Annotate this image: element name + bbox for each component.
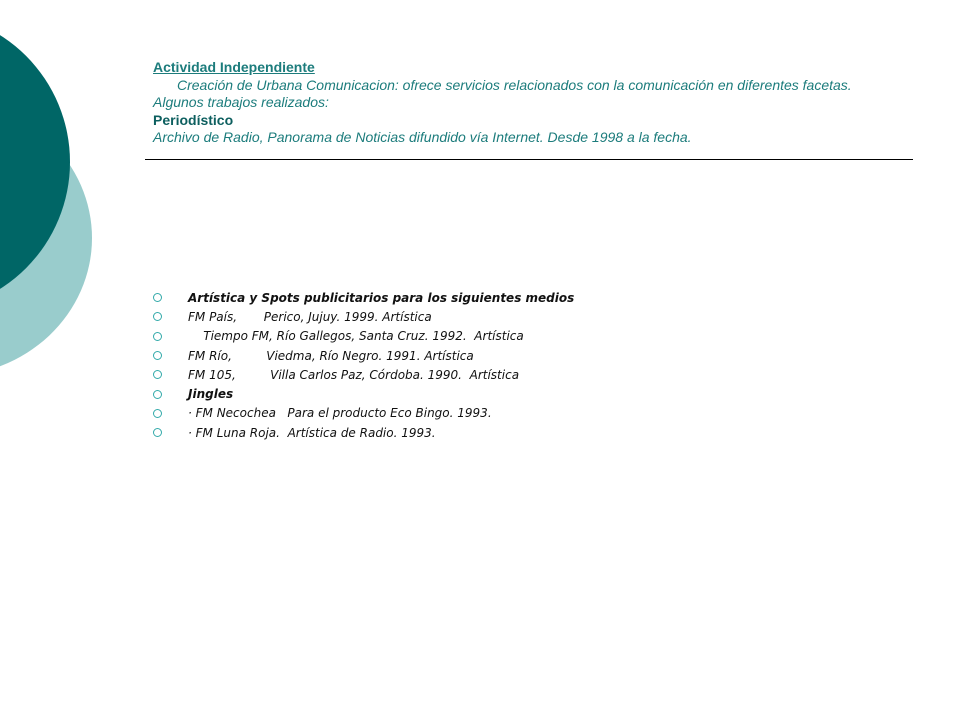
header-block: [153, 59, 913, 147]
circle-bullet-icon: [153, 409, 162, 418]
works-list: [153, 288, 574, 442]
list-item-text: FM 105, Villa Carlos Paz, Córdoba. 1990. Artística: [188, 367, 520, 382]
list-item: [153, 346, 574, 365]
works-intro: Algunos trabajos realizados:: [153, 94, 329, 110]
circle-bullet-icon: [153, 390, 162, 399]
list-item: [153, 423, 574, 442]
list-item: [153, 307, 574, 326]
actividad-independiente-link[interactable]: Actividad Independiente: [153, 59, 315, 75]
list-item: [153, 384, 574, 403]
list-item-text: Jingles: [188, 387, 234, 402]
section-title: Periodístico: [153, 111, 234, 128]
circle-bullet-icon: [153, 351, 162, 360]
company-description: Creación de Urbana Comunicacion: ofrece servicios relacionados con la comunicación en diferentes facetas.: [177, 76, 852, 93]
circle-bullet-icon: [153, 370, 162, 379]
circle-bullet-icon: [153, 332, 162, 341]
list-item-text: Artística y Spots publicitarios para los siguientes medios: [188, 290, 575, 305]
list-item-text: FM País, Perico, Jujuy. 1999. Artística: [188, 309, 432, 324]
circle-bullet-icon: [153, 428, 162, 437]
list-item: [153, 288, 574, 307]
circle-bullet-icon: [153, 293, 162, 302]
list-item: [153, 404, 574, 423]
list-item-text: Tiempo FM, Río Gallegos, Santa Cruz. 1992. Artística: [188, 329, 524, 344]
horizontal-divider: [145, 159, 913, 160]
list-item: [153, 365, 574, 384]
list-item-text: FM Río, Viedma, Río Negro. 1991. Artística: [188, 348, 474, 363]
circle-bullet-icon: [153, 312, 162, 321]
list-item-text: · FM Luna Roja. Artística de Radio. 1993.: [188, 425, 436, 440]
list-item-text: · FM Necochea Para el producto Eco Bingo. 1993.: [188, 406, 492, 421]
section-description: Archivo de Radio, Panorama de Noticias difundido vía Internet. Desde 1998 a la fecha.: [153, 129, 692, 145]
list-item: [153, 327, 574, 346]
